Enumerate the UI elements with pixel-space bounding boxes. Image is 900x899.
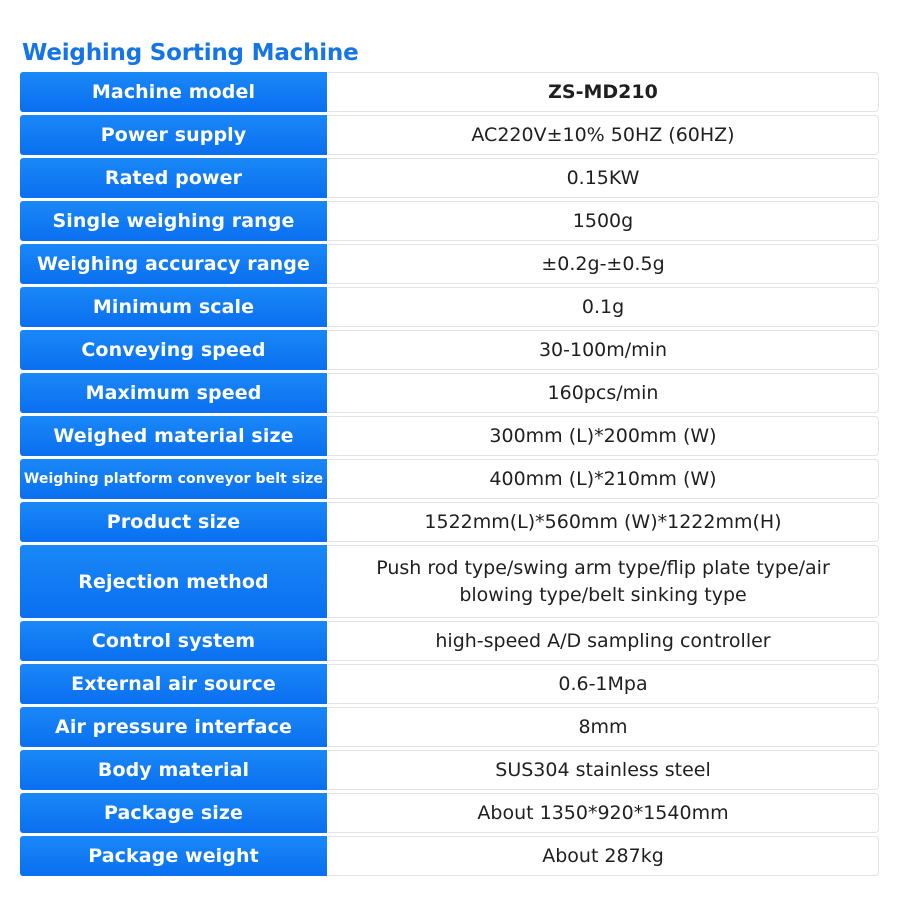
- spec-value: Push rod type/swing arm type/flip plate type/air blowing type/belt sinking type: [328, 545, 879, 618]
- spec-value: 400mm (L)*210mm (W): [328, 459, 879, 499]
- spec-table: [20, 72, 879, 879]
- spec-value: 0.6-1Mpa: [328, 664, 879, 704]
- spec-label: Weighing accuracy range: [20, 244, 327, 284]
- spec-value: high-speed A/D sampling controller: [328, 621, 879, 661]
- table-row: [20, 115, 879, 155]
- table-row: [20, 621, 879, 661]
- spec-label: Single weighing range: [20, 201, 327, 241]
- spec-label: Weighing platform conveyor belt size: [20, 459, 327, 499]
- spec-value: 1522mm(L)*560mm (W)*1222mm(H): [328, 502, 879, 542]
- spec-label: Machine model: [20, 72, 327, 112]
- table-row: [20, 793, 879, 833]
- spec-label: Minimum scale: [20, 287, 327, 327]
- table-row: [20, 244, 879, 284]
- spec-label: Weighed material size: [20, 416, 327, 456]
- spec-label: Power supply: [20, 115, 327, 155]
- spec-label: Air pressure interface: [20, 707, 327, 747]
- page-title: Weighing Sorting Machine: [22, 40, 359, 66]
- table-row: [20, 201, 879, 241]
- spec-value: 300mm (L)*200mm (W): [328, 416, 879, 456]
- table-row: [20, 72, 879, 112]
- spec-label: Maximum speed: [20, 373, 327, 413]
- spec-label: Product size: [20, 502, 327, 542]
- table-row: [20, 545, 879, 618]
- spec-value: About 1350*920*1540mm: [328, 793, 879, 833]
- spec-value: 30-100m/min: [328, 330, 879, 370]
- spec-value: ±0.2g-±0.5g: [328, 244, 879, 284]
- spec-label: Conveying speed: [20, 330, 327, 370]
- spec-label: Control system: [20, 621, 327, 661]
- spec-label: Rejection method: [20, 545, 327, 618]
- spec-value: ZS-MD210: [328, 72, 879, 112]
- spec-value: 8mm: [328, 707, 879, 747]
- spec-value: AC220V±10% 50HZ (60HZ): [328, 115, 879, 155]
- table-row: [20, 459, 879, 499]
- spec-label: Package size: [20, 793, 327, 833]
- table-row: [20, 750, 879, 790]
- spec-value: 0.15KW: [328, 158, 879, 198]
- table-row: [20, 287, 879, 327]
- table-row: [20, 330, 879, 370]
- table-row: [20, 707, 879, 747]
- table-row: [20, 416, 879, 456]
- spec-value: 1500g: [328, 201, 879, 241]
- table-row: [20, 664, 879, 704]
- spec-value: 0.1g: [328, 287, 879, 327]
- spec-value: SUS304 stainless steel: [328, 750, 879, 790]
- table-row: [20, 836, 879, 876]
- spec-label: Rated power: [20, 158, 327, 198]
- table-row: [20, 158, 879, 198]
- spec-label: Body material: [20, 750, 327, 790]
- table-row: [20, 373, 879, 413]
- table-row: [20, 502, 879, 542]
- spec-value: 160pcs/min: [328, 373, 879, 413]
- spec-label: Package weight: [20, 836, 327, 876]
- spec-label: External air source: [20, 664, 327, 704]
- spec-value: About 287kg: [328, 836, 879, 876]
